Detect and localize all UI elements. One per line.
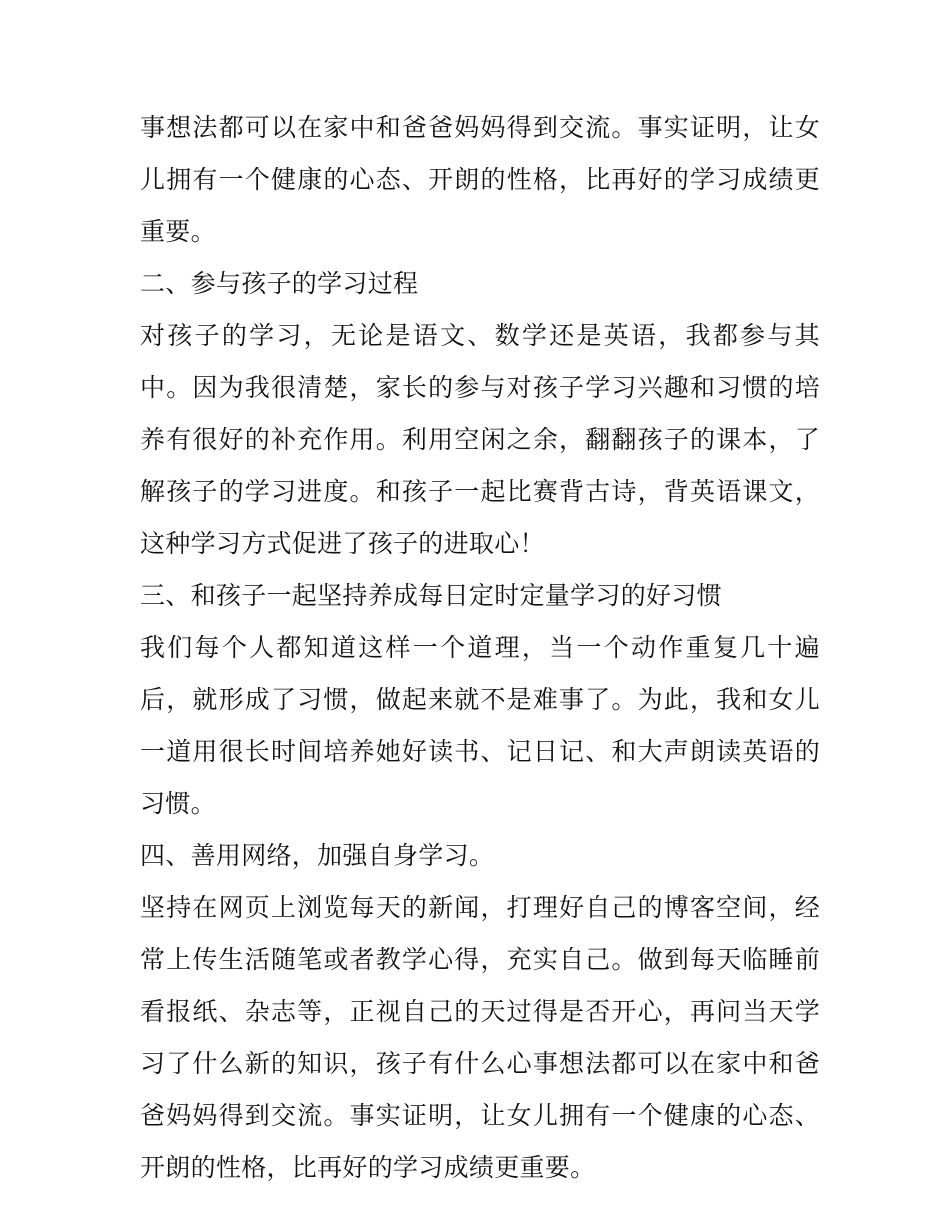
- section-heading-2: 二、参与孩子的学习过程: [140, 269, 419, 298]
- paragraph-section-2: 对孩子的学习，无论是语文、数学还是英语，我都参与其中。因为我很清楚，家长的参与对孩子学习兴趣和习惯的培养有很好的补充作用。利用空闲之余，翻翻孩子的课本，了解孩子的学习进度。和孩子一起比赛背古诗，背英语课文，这种学习方式促进了孩子的进取心！: [140, 321, 820, 558]
- section-heading-3: 三、和孩子一起坚持养成每日定时定量学习的好习惯: [140, 581, 722, 610]
- paragraph-section-4: 坚持在网页上浏览每天的新闻，打理好自己的博客空间，经常上传生活随笔或者教学心得，充实自己。做到每天临睡前看报纸、杂志等，正视自己的天过得是否开心，再问当天学习了什么新的知识，孩子有什么心事想法都可以在家中和爸爸妈妈得到交流。事实证明，让女儿拥有一个健康的心态、开朗的性格，比再好的学习成绩更重要。: [140, 893, 820, 1182]
- paragraph-continuation: 事想法都可以在家中和爸爸妈妈得到交流。事实证明，让女儿拥有一个健康的心态、开朗的性格，比再好的学习成绩更重要。: [140, 113, 820, 246]
- section-heading-4: 四、善用网络，加强自身学习。: [140, 841, 495, 870]
- paragraph-section-3: 我们每个人都知道这样一个道理，当一个动作重复几十遍后，就形成了习惯，做起来就不是难事了。为此，我和女儿一道用很长时间培养她好读书、记日记、和大声朗读英语的习惯。: [140, 633, 820, 818]
- document-body: [140, 102, 820, 1194]
